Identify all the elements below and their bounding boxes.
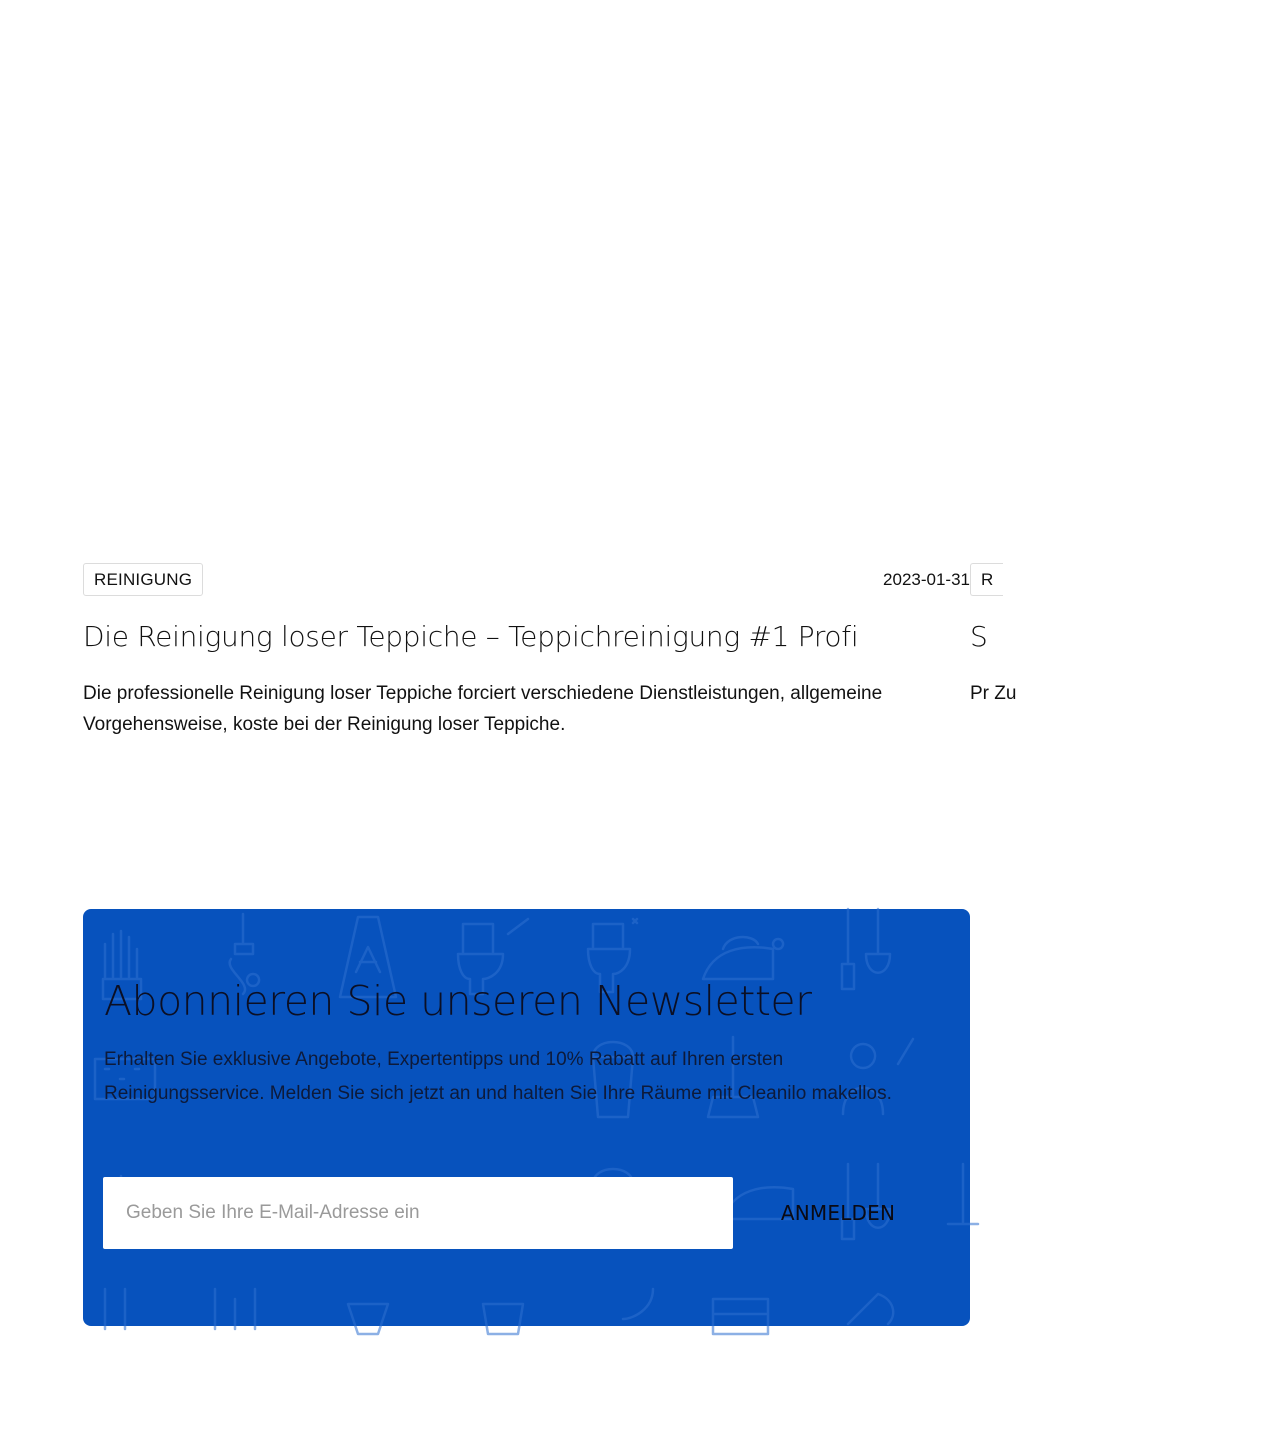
- blog-post-card[interactable]: [83, 563, 970, 753]
- next-post-excerpt: Pr Zu: [970, 683, 1017, 704]
- newsletter-description: Erhalten Sie exklusive Angebote, Expertentipps und 10% Rabatt auf Ihren ersten Reinigungsservice. Melden Sie sich jetzt an und halten Sie Ihre Räume mit Cleanilo makellos.: [104, 1049, 892, 1104]
- next-post-title[interactable]: S: [970, 620, 988, 653]
- email-input[interactable]: [103, 1177, 733, 1249]
- plunger-brush-icon: [842, 909, 890, 989]
- newsletter-title: Abonnieren Sie unseren Newsletter: [104, 977, 812, 1025]
- duster-icon: [848, 1294, 893, 1324]
- cleaning-pattern-background: [83, 909, 970, 1326]
- post-excerpt: Die professionelle Reinigung loser Teppiche forciert verschiedene Dienstleistungen, allgemeine Vorgehensweise, koste bei der Reinigung loser Teppiche.: [83, 683, 883, 735]
- next-category-tag[interactable]: R: [970, 563, 1003, 596]
- mop-icon: [623, 1289, 653, 1319]
- subscribe-button[interactable]: ANMELDEN: [773, 1177, 903, 1249]
- spray-bottle-icon: [348, 1304, 388, 1334]
- newsletter-section: [83, 909, 970, 1326]
- next-blog-post-card[interactable]: [970, 563, 1017, 753]
- brushes-icon: [105, 1289, 255, 1329]
- window-icon: [713, 1299, 768, 1334]
- post-meta: [83, 563, 970, 596]
- category-tag[interactable]: REINIGUNG: [83, 563, 203, 596]
- bucket-icon: [483, 1304, 523, 1334]
- mop-icon: [948, 1164, 978, 1224]
- iron-icon: [703, 937, 783, 979]
- post-title[interactable]: Die Reinigung loser Teppiche – Teppichreinigung #1 Profi: [83, 620, 859, 653]
- post-date: 2023-01-31: [883, 570, 970, 589]
